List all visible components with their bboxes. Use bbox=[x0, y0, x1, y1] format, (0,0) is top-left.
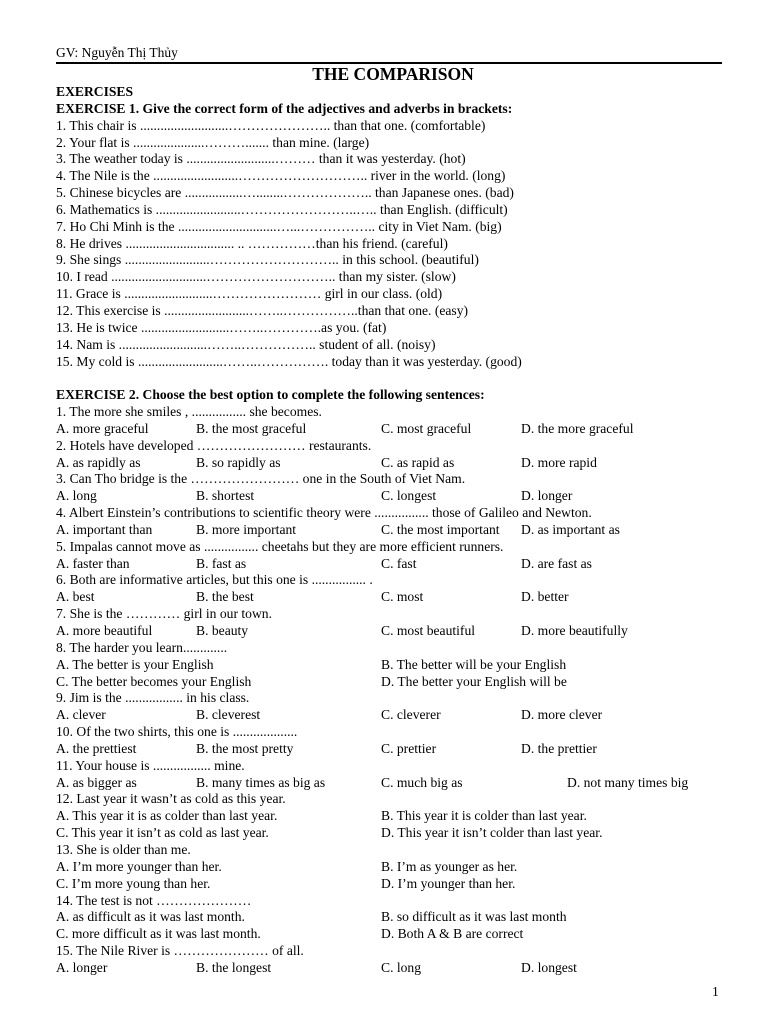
option-row bbox=[56, 859, 726, 876]
answer-option: C. I’m more young than her. bbox=[56, 875, 211, 891]
answer-option: C. much big as bbox=[381, 774, 463, 790]
option-row bbox=[56, 488, 726, 505]
option-row bbox=[56, 926, 726, 943]
answer-option: D. the more graceful bbox=[521, 420, 634, 436]
exercise1-item: 6. Mathematics is .........................……………………..….. than English. (difficult) bbox=[56, 201, 508, 217]
answer-option: D. as important as bbox=[521, 521, 620, 537]
answer-option: B. the longest bbox=[196, 959, 272, 975]
answer-option: B. the most pretty bbox=[196, 740, 294, 756]
answer-option: C. most beautiful bbox=[381, 623, 476, 638]
section-label: EXERCISES bbox=[56, 84, 134, 99]
worksheet-content bbox=[56, 64, 726, 977]
answer-option: D. Both A & B are correct bbox=[381, 926, 524, 942]
answer-option: A. I’m more younger than her. bbox=[56, 858, 222, 874]
exercise2-question: 4. Albert Einstein’s contributions to scientific theory were ................ those of Galileo and Newton. bbox=[56, 505, 592, 521]
option-row bbox=[56, 775, 726, 792]
exercise2-question: 3. Can Tho bridge is the …………………… one in the South of Viet Nam. bbox=[56, 471, 466, 487]
exercise2-question: 7. She is the ………… girl in our town. bbox=[56, 606, 272, 622]
answer-option: C. The better becomes your English bbox=[56, 673, 252, 689]
answer-option: D. more rapid bbox=[521, 454, 597, 470]
exercise2-question: 8. The harder you learn............. bbox=[56, 639, 228, 655]
answer-option: C. long bbox=[381, 959, 422, 975]
exercise2-instruction: . Choose the best option to complete the following sentences bbox=[135, 387, 481, 403]
answer-option: A. as bigger as bbox=[56, 774, 137, 790]
option-row bbox=[56, 589, 726, 606]
option-row bbox=[56, 909, 726, 926]
exercise1-item: 2. Your flat is .....................………....... than mine. (large) bbox=[56, 134, 370, 150]
answer-option: A. the prettiest bbox=[56, 740, 137, 756]
answer-option: A. as rapidly as bbox=[56, 454, 141, 470]
answer-option: B. more important bbox=[196, 521, 297, 537]
answer-option: A. more beautiful bbox=[56, 623, 153, 638]
exercise2-question: 15. The Nile River is ………………… of all. bbox=[56, 943, 304, 959]
answer-option: B. This year it is colder than last year. bbox=[381, 808, 587, 824]
answer-option: C. most bbox=[381, 589, 424, 605]
exercise2-question: 5. Impalas cannot move as ................ cheetahs but they are more efficient runners. bbox=[56, 538, 504, 554]
answer-option: C. most graceful bbox=[381, 420, 472, 436]
answer-option: A. The better is your English bbox=[56, 656, 214, 672]
exercise1-item: 14. Nam is ..........................……..…………….. student of all. (noisy) bbox=[56, 336, 436, 352]
option-row bbox=[56, 657, 726, 674]
exercise2-colon: : bbox=[480, 387, 485, 403]
option-row bbox=[56, 876, 726, 893]
answer-option: D. The better your English will be bbox=[381, 673, 567, 689]
section-gap bbox=[56, 370, 726, 387]
answer-option: C. cleverer bbox=[381, 707, 441, 723]
option-row bbox=[56, 522, 726, 539]
exercise1-item: 5. Chinese bicycles are .................…........……………….. than Japanese ones. (bad) bbox=[56, 185, 514, 201]
answer-option: A. This year it is as colder than last year. bbox=[56, 808, 278, 824]
answer-option: A. important than bbox=[56, 521, 153, 537]
answer-option: D. longest bbox=[521, 959, 577, 975]
answer-option: A. clever bbox=[56, 707, 106, 723]
answer-option: D. are fast as bbox=[521, 555, 592, 571]
answer-option: D. I’m younger than her. bbox=[381, 875, 516, 891]
exercise2-question: 12. Last year it wasn’t as cold as this year. bbox=[56, 791, 286, 807]
teacher-name: GV: Nguyễn Thị Thủy bbox=[56, 45, 178, 60]
option-row bbox=[56, 825, 726, 842]
answer-option: B. beauty bbox=[196, 623, 249, 638]
exercise1-item: 1. This chair is ..........................………………….. than that one. (comfortable) bbox=[56, 117, 486, 133]
exercise2-items bbox=[56, 404, 726, 977]
answer-option: C. longest bbox=[381, 488, 437, 504]
exercise1-item: 7. Ho Chi Minh is the .............................…...…………….. city in Viet Nam. (big) bbox=[56, 218, 502, 234]
option-row bbox=[56, 421, 726, 438]
answer-option: B. the best bbox=[196, 589, 254, 605]
exercise2-question: 10. Of the two shirts, this one is ................... bbox=[56, 724, 298, 740]
page-number: 1 bbox=[712, 984, 719, 999]
option-row bbox=[56, 960, 726, 977]
option-row bbox=[56, 556, 726, 573]
answer-option: A. best bbox=[56, 589, 95, 605]
answer-option: A. long bbox=[56, 488, 97, 504]
exercise1-item: 9. She sings .........................……………………….. in this school. (beautiful) bbox=[56, 252, 479, 268]
exercise1-item: 4. The Nile is the .........................……………………….. river in the world. (long) bbox=[56, 168, 506, 184]
answer-option: C. more difficult as it was last month. bbox=[56, 926, 261, 942]
answer-option: A. faster than bbox=[56, 555, 130, 571]
exercise1-item: 15. My cold is .........................……..……………. today than it was yesterday. (good) bbox=[56, 353, 522, 369]
answer-option: D. This year it isn’t colder than last year. bbox=[381, 825, 603, 841]
answer-option: C. This year it isn’t as cold as last year. bbox=[56, 825, 269, 841]
option-row bbox=[56, 674, 726, 691]
option-row bbox=[56, 741, 726, 758]
exercise2-question: 14. The test is not ………………… bbox=[56, 892, 252, 908]
option-row bbox=[56, 623, 726, 640]
answer-option: B. The better will be your English bbox=[381, 656, 567, 672]
answer-option: A. as difficult as it was last month. bbox=[56, 909, 245, 925]
page-title: THE COMPARISON bbox=[312, 64, 474, 84]
option-row bbox=[56, 455, 726, 472]
exercise2-question: 11. Your house is ................. mine. bbox=[56, 757, 245, 773]
exercise1-item: 11. Grace is ..........................…………………… girl in our class. (old) bbox=[56, 286, 443, 302]
page-header bbox=[56, 44, 722, 64]
answer-option: B. I’m as younger as her. bbox=[381, 858, 518, 874]
answer-option: C. prettier bbox=[381, 740, 437, 756]
answer-option: D. more clever bbox=[521, 707, 603, 723]
exercise2-label: EXERCISE 2 bbox=[56, 387, 136, 403]
answer-option: B. so difficult as it was last month bbox=[381, 909, 567, 925]
answer-option: D. better bbox=[521, 589, 569, 605]
exercise2-heading bbox=[56, 387, 726, 404]
answer-option: B. many times as big as bbox=[196, 774, 326, 790]
answer-option: B. shortest bbox=[196, 488, 255, 504]
answer-option: C. as rapid as bbox=[381, 454, 455, 470]
exercise1-item: 12. This exercise is .........................……..……………..than that one. (easy) bbox=[56, 302, 469, 318]
answer-option: B. the most graceful bbox=[196, 420, 307, 436]
answer-option: C. the most important bbox=[381, 521, 500, 537]
answer-option: D. more beautifully bbox=[521, 623, 628, 638]
answer-option: B. so rapidly as bbox=[196, 454, 281, 470]
exercise2-question: 13. She is older than me. bbox=[56, 841, 191, 857]
exercise2-question: 6. Both are informative articles, but this one is ................ . bbox=[56, 572, 373, 588]
answer-option: D. longer bbox=[521, 488, 573, 504]
answer-option: B. fast as bbox=[196, 555, 247, 571]
exercise1-item: 10. I read ............................……………………….. than my sister. (slow) bbox=[56, 269, 456, 285]
exercise2-question: 9. Jim is the ................. in his class. bbox=[56, 690, 250, 706]
exercise1-instruction: Give the correct form of the adjectives and adverbs in brackets: bbox=[139, 100, 513, 116]
exercise1-item: 8. He drives ................................ .. ……………than his friend. (careful) bbox=[56, 235, 448, 251]
answer-option: A. more graceful bbox=[56, 420, 149, 436]
option-row bbox=[56, 707, 726, 724]
exercise1-label: EXERCISE 1. bbox=[56, 100, 140, 116]
exercise2-question: 1. The more she smiles , ................ she becomes. bbox=[56, 404, 322, 420]
exercise1-item: 13. He is twice ..........................……..………….as you. (fat) bbox=[56, 319, 387, 335]
answer-option: D. not many times big bbox=[567, 774, 689, 790]
option-row bbox=[56, 808, 726, 825]
answer-option: B. cleverest bbox=[196, 707, 261, 723]
answer-option: C. fast bbox=[381, 555, 417, 571]
answer-option: D. the prettier bbox=[521, 740, 597, 756]
exercise2-question: 2. Hotels have developed …………………… restaurants. bbox=[56, 437, 372, 453]
answer-option: A. longer bbox=[56, 959, 108, 975]
exercise1-items bbox=[56, 118, 726, 371]
exercise1-heading bbox=[56, 101, 726, 118]
exercise1-item: 3. The weather today is ..........................……… than it was yesterday. (hot) bbox=[56, 151, 466, 167]
